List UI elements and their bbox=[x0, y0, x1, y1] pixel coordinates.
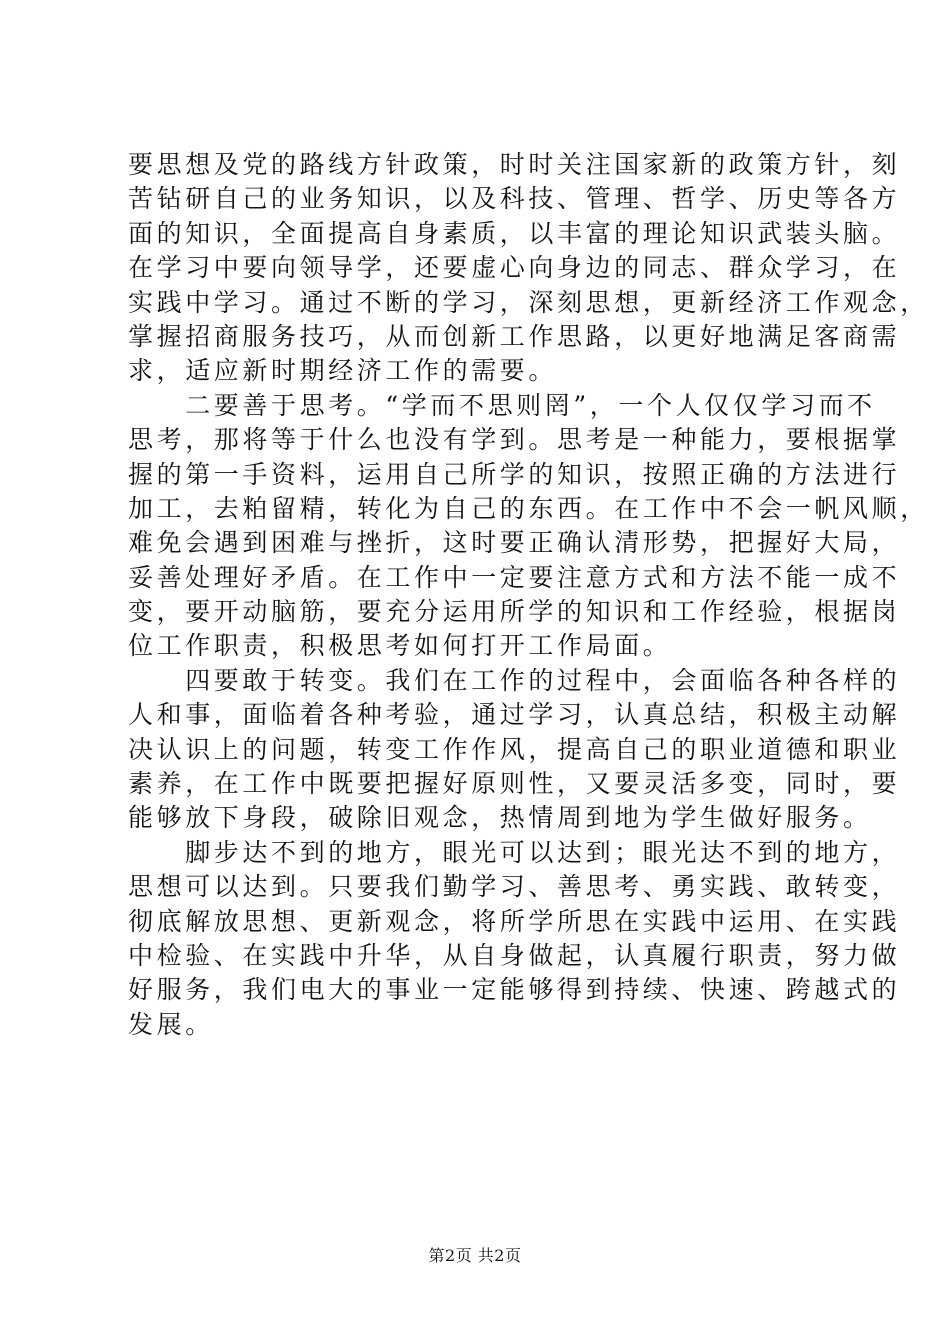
text-line: 思考，那将等于什么也没有学到。思考是一种能力，要根据掌 bbox=[128, 425, 901, 455]
text-line: 求，适应新时期经济工作的需要。 bbox=[128, 356, 558, 386]
text-line: 面的知识，全面提高自身素质，以丰富的理论知识武装头脑。 bbox=[128, 218, 901, 248]
text-line: 素养，在工作中既要把握好原则性，又要灵活多变，同时，要 bbox=[128, 769, 901, 799]
text-line: 决认识上的问题，转变工作作风，提高自己的职业道德和职业 bbox=[128, 734, 901, 764]
text-line: 好服务，我们电大的事业一定能够得到持续、快速、跨越式的 bbox=[128, 975, 901, 1005]
text-line: 彻底解放思想、更新观念，将所学所思在实践中运用、在实践 bbox=[128, 906, 901, 936]
text-line: 脚步达不到的地方，眼光可以达到；眼光达不到的地方， bbox=[128, 837, 901, 867]
text-line: 二要善于思考。“学而不思则罔”，一个人仅仅学习而不 bbox=[128, 390, 876, 420]
text-line: 中检验、在实践中升华，从自身做起，认真履行职责，努力做 bbox=[128, 940, 901, 970]
text-line: 在学习中要向领导学，还要虚心向身边的同志、群众学习，在 bbox=[128, 253, 901, 283]
text-line: 难免会遇到困难与挫折，这时要正确认清形势，把握好大局， bbox=[128, 528, 901, 558]
text-line: 掌握招商服务技巧，从而创新工作思路，以更好地满足客商需 bbox=[128, 321, 901, 351]
text-line: 加工，去粕留精，转化为自己的东西。在工作中不会一帆风顺， bbox=[128, 493, 929, 523]
text-line: 实践中学习。通过不断的学习，深刻思想，更新经济工作观念， bbox=[128, 287, 929, 317]
text-line: 妥善处理好矛盾。在工作中一定要注意方式和方法不能一成不 bbox=[128, 562, 901, 592]
text-line: 能够放下身段，破除旧观念，热情周到地为学生做好服务。 bbox=[128, 803, 872, 833]
text-line: 思想可以达到。只要我们勤学习、善思考、勇实践、敢转变， bbox=[128, 872, 901, 902]
text-line: 变，要开动脑筋，要充分运用所学的知识和工作经验，根据岗 bbox=[128, 597, 901, 627]
document-body bbox=[128, 148, 929, 1042]
text-line: 要思想及党的路线方针政策，时时关注国家新的政策方针，刻 bbox=[128, 150, 901, 179]
text-line: 人和事，面临着各种考验，通过学习，认真总结，积极主动解 bbox=[128, 700, 901, 730]
text-line: 位工作职责，积极思考如何打开工作局面。 bbox=[128, 631, 672, 661]
text-line: 握的第一手资料，运用自己所学的知识，按照正确的方法进行 bbox=[128, 459, 901, 489]
text-line: 四要敢于转变。我们在工作的过程中，会面临各种各样的 bbox=[128, 665, 901, 695]
page-number: 第2页 共2页 bbox=[428, 1246, 522, 1265]
text-line: 发展。 bbox=[128, 1009, 214, 1039]
text-line: 苦钻研自己的业务知识，以及科技、管理、哲学、历史等各方 bbox=[128, 184, 901, 214]
